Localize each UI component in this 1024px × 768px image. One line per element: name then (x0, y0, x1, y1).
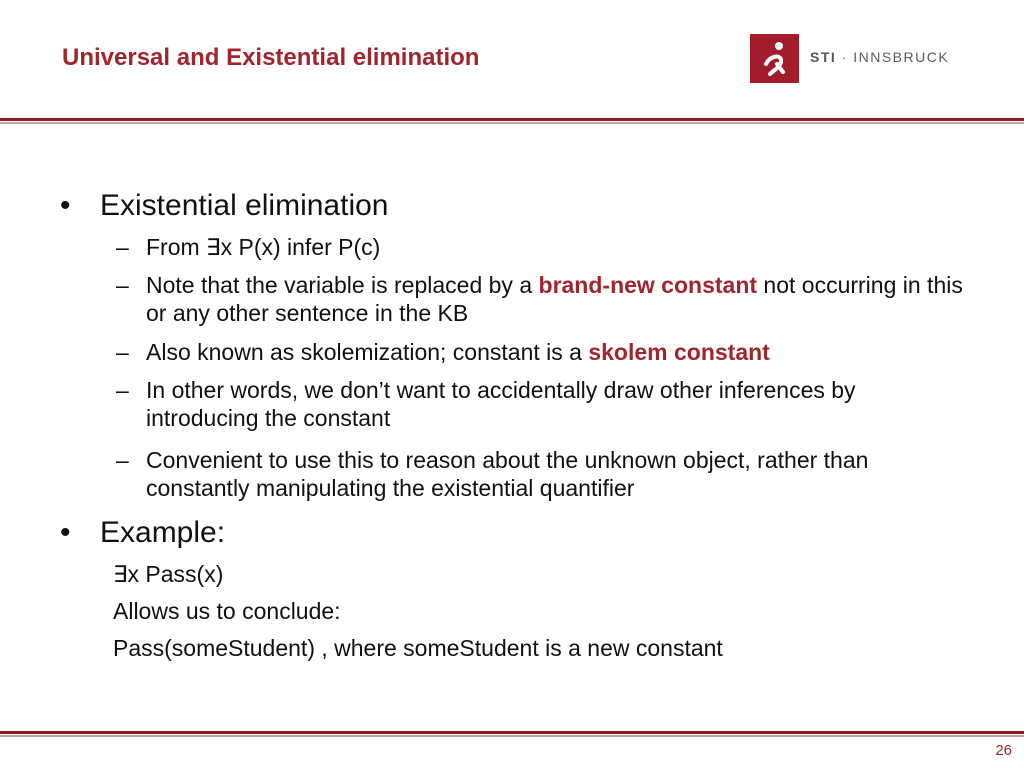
note-text: Note that the variable is replaced by a (146, 272, 539, 298)
dash-marker: – (116, 234, 129, 260)
example-line-conclusion: Pass(someStudent) , where someStudent is a new constant (113, 635, 723, 661)
sub-bullet-skolemization (146, 338, 966, 366)
sub-bullet-from: From ∃x P(x) infer P(c) (146, 234, 381, 260)
page-number: 26 (995, 742, 1012, 759)
note-text-tail: not occurring in this or any other sentence in the KB (146, 272, 963, 326)
header-rule-shadow (0, 122, 1024, 124)
skolem-text: Also known as skolemization; constant is a (146, 339, 589, 365)
sub-bullet-convenient: Convenient to use this to reason about the unknown object, rather than constantly manipulating the existential quantifier (146, 447, 869, 501)
bullet-existential-elimination: Existential elimination (100, 189, 389, 222)
emphasis-skolem-constant: skolem constant (588, 339, 770, 365)
header-rule (0, 118, 1024, 121)
bullet-marker: • (60, 189, 71, 222)
example-line-formula: ∃x Pass(x) (113, 561, 224, 587)
sti-innsbruck-logo (750, 34, 960, 84)
sub-bullet-other-words: In other words, we don’t want to accidentally draw other inferences by introducing the constant (146, 377, 856, 431)
logo-bold-text: STI (810, 49, 837, 65)
bullet-marker: • (60, 516, 71, 549)
bullet-example: Example: (100, 516, 226, 549)
footer-rule (0, 731, 1024, 734)
dash-marker: – (116, 447, 129, 473)
example-line-allows: Allows us to conclude: (113, 598, 341, 624)
logo-rest-text: · INNSBRUCK (836, 49, 950, 65)
slide-title: Universal and Existential elimination (62, 44, 480, 71)
dash-marker: – (116, 272, 129, 298)
dash-marker: – (116, 339, 129, 365)
footer-rule-shadow (0, 735, 1024, 737)
emphasis-brand-new-constant: brand-new constant (538, 272, 758, 298)
dash-marker: – (116, 377, 129, 403)
sub-bullet-note (146, 271, 966, 327)
logo-wordmark (810, 49, 949, 65)
sti-logo-icon (750, 34, 799, 83)
